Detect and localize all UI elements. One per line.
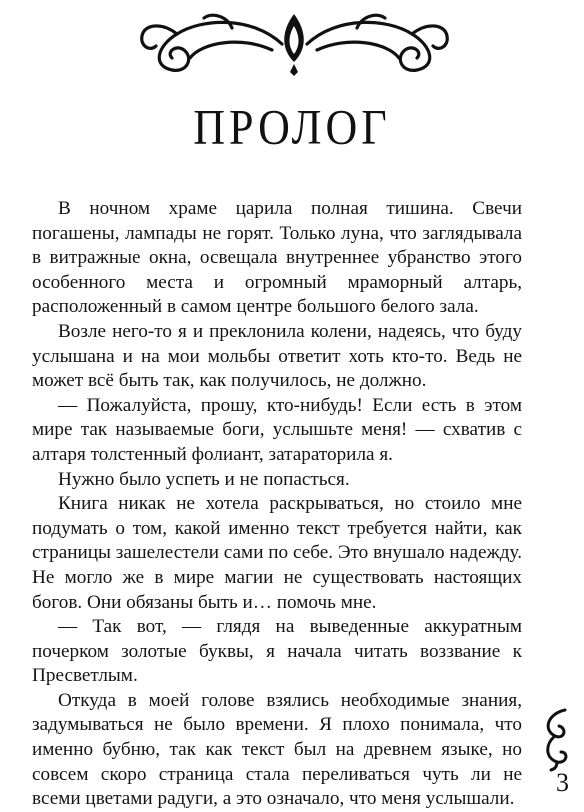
paragraph: В ночном храме царила полная тишина. Свечи погашены, лампады не горят. Только луна, что заглядывала в витражные окна, освещала внутреннее убранство этого особенного места и огромный мраморный алтарь, расположенный в самом центре большого белого зала. [32, 198, 522, 318]
flourish-ornament-icon [132, 6, 457, 78]
chapter-title: ПРОЛОГ [193, 100, 391, 155]
page-number: 3 [556, 768, 569, 797]
paragraph: Возле него-то я и преклонила колени, надеясь, что буду услышана и на мои мольбы ответит хоть кто-то. Ведь не может всё быть так, как получилось, не должно. [32, 320, 522, 392]
paragraph: — Так вот, — глядя на выведенные аккуратным почерком золотые буквы, я начала читать воззвание к Пресветлым. [32, 616, 522, 687]
paragraph: Книга никак не хотела раскрываться, но стоило мне подумать о том, какой именно текст требуется найти, как страницы зашелестели сами по себе. Это внушало надежду. Не могло же в мире магии не существовать настоящих богов. Они обязаны быть и… помочь мне. [32, 493, 522, 613]
paragraph: — Пожалуйста, прошу, кто-нибудь! Если есть в этом мире так называемые боги, услышьте меня! — схватив с алтаря толстенный фолиант, затараторила я. [32, 394, 522, 465]
paragraph: Нужно было успеть и не попасться. [58, 468, 350, 490]
scroll-ornament-icon [537, 706, 573, 772]
chapter-body [32, 197, 522, 812]
paragraph: Откуда в моей голове взялись необходимые знания, задумываться не было времени. Я плохо понимала, что именно бубню, так как текст был на древнем языке, но совсем скоро страница стала переливаться чуть ли не всеми цветами радуги, а это означало, что меня услышали. [32, 689, 522, 810]
